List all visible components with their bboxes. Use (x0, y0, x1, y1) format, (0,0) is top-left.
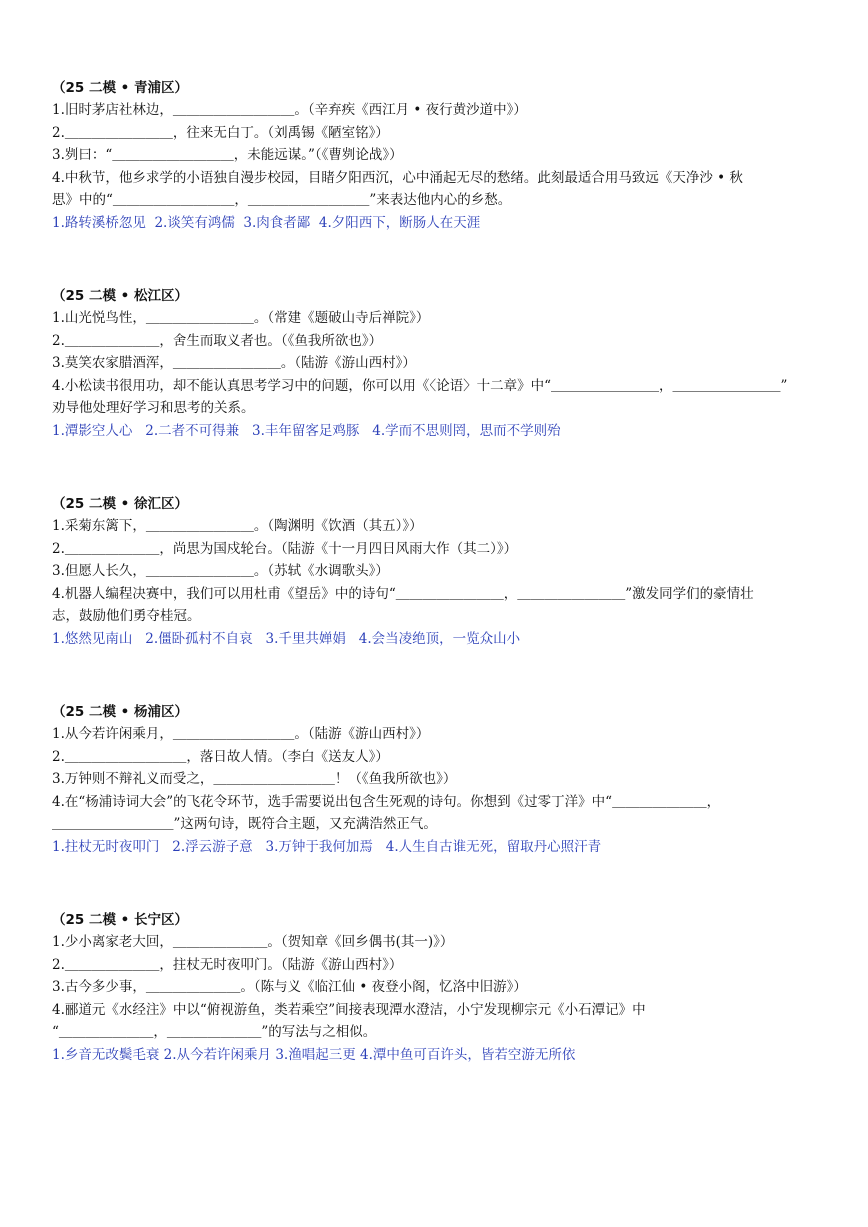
question-line: 2.＿＿＿＿＿＿＿，舍生而取义者也。（《鱼我所欲也》） (52, 332, 383, 349)
section-qingpu (52, 78, 822, 234)
answer-key: 1.路转溪桥忽见 2.谈笑有鸿儒 3.肉食者鄙 4.夕阳西下，断肠人在天涯 (52, 214, 481, 231)
question-line: 3.万钟则不辩礼义而受之，＿＿＿＿＿＿＿＿＿！（《鱼我所欲也》） (52, 771, 457, 787)
question-line: 4.中秋节，他乡求学的小语独自漫步校园，目睹夕阳西沉，心中涌起无尽的愁绪。此刻最适合用马致远《天净沙 • 秋 (52, 169, 743, 186)
section-title: （25 二模 • 徐汇区） (52, 496, 189, 512)
question-line: “＿＿＿＿＿＿＿，＿＿＿＿＿＿＿”的写法与之相似。 (52, 1024, 377, 1040)
question-line: 4.郦道元《水经注》中以“俯视游鱼，类若乘空”间接表现潭水澄洁，小宁发现柳宗元《小石潭记》中 (52, 1001, 646, 1018)
question-line: 劝导他处理好学习和思考的关系。 (52, 400, 255, 416)
question-line: 1.从今若许闲乘月，＿＿＿＿＿＿＿＿＿。（陆游《游山西村》） (52, 726, 430, 742)
question-line: 志，鼓励他们勇夺桂冠。 (52, 608, 201, 624)
section-title: （25 二模 • 青浦区） (52, 80, 189, 96)
section-yangpu (52, 702, 822, 858)
question-line: 2.＿＿＿＿＿＿＿＿＿，落日故人情。（李白《送友人》） (52, 748, 389, 765)
answer-key: 1.潭影空人心 2.二者不可得兼 3.丰年留客足鸡豚 4.学而不思则罔，思而不学则殆 (52, 422, 561, 439)
section-changning (52, 910, 822, 1066)
question-line: 2.＿＿＿＿＿＿＿，拄杖无时夜叩门。（陆游《游山西村》） (52, 956, 403, 973)
question-line: 4.机器人编程决赛中，我们可以用杜甫《望岳》中的诗句“＿＿＿＿＿＿＿＿，＿＿＿＿＿＿＿＿”激发同学们的豪情壮 (52, 585, 754, 602)
worksheet-page (52, 78, 822, 1118)
question-line: 思》中的“＿＿＿＿＿＿＿＿＿，＿＿＿＿＿＿＿＿＿”来表达他内心的乡愁。 (52, 192, 512, 208)
question-line: 2.＿＿＿＿＿＿＿＿，往来无白丁。（刘禹锡《陋室铭》） (52, 124, 389, 141)
question-line: 3.刿曰：“＿＿＿＿＿＿＿＿＿，未能远谋。”（《曹刿论战》） (52, 147, 403, 163)
section-title: （25 二模 • 长宁区） (52, 912, 189, 928)
answer-key: 1.拄杖无时夜叩门 2.浮云游子意 3.万钟于我何加焉 4.人生自古谁无死，留取丹心照汗青 (52, 838, 602, 855)
section-title: （25 二模 • 杨浦区） (52, 704, 189, 720)
question-line: 2.＿＿＿＿＿＿＿，尚思为国戍轮台。（陆游《十一月四日风雨大作（其二）》） (52, 540, 518, 557)
section-xuhui (52, 494, 822, 650)
answer-key: 1.乡音无改鬓毛衰 2.从今若许闲乘月 3.渔唱起三更 4.潭中鱼可百许头，皆若空游无所依 (52, 1046, 576, 1063)
question-line: 3.但愿人长久，＿＿＿＿＿＿＿＿。（苏轼《水调歌头》） (52, 563, 389, 579)
question-line: 3.莫笑农家腊酒浑，＿＿＿＿＿＿＿＿。（陆游《游山西村》） (52, 355, 416, 371)
question-line: 4.小松读书很用功，却不能认真思考学习中的问题，你可以用《〈论语〉十二章》中“＿＿＿＿＿＿＿＿，＿＿＿＿＿＿＿＿” (52, 377, 788, 394)
section-songjiang (52, 286, 822, 442)
question-line: 1.少小离家老大回，＿＿＿＿＿＿＿。（贺知章《回乡偶书(其一)》） (52, 934, 454, 950)
question-line: 1.旧时茅店社林边，＿＿＿＿＿＿＿＿＿。（辛弃疾《西江月 • 夜行黄沙道中》） (52, 102, 527, 118)
answer-key: 1.悠然见南山 2.僵卧孤村不自哀 3.千里共婵娟 4.会当凌绝顶，一览众山小 (52, 630, 521, 647)
question-line: ＿＿＿＿＿＿＿＿＿”这两句诗，既符合主题，又充满浩然正气。 (52, 816, 437, 832)
question-line: 1.采菊东篱下，＿＿＿＿＿＿＿＿。（陶渊明《饮酒（其五）》） (52, 518, 423, 534)
question-line: 4.在“杨浦诗词大会”的飞花令环节，选手需要说出包含生死观的诗句。你想到《过零丁洋》中“＿＿＿＿＿＿＿， (52, 793, 721, 810)
question-line: 1.山光悦鸟性，＿＿＿＿＿＿＿＿。（常建《题破山寺后禅院》） (52, 310, 430, 326)
section-title: （25 二模 • 松江区） (52, 288, 189, 304)
question-line: 3.古今多少事，＿＿＿＿＿＿＿。（陈与义《临江仙 • 夜登小阁，忆洛中旧游》） (52, 979, 527, 995)
